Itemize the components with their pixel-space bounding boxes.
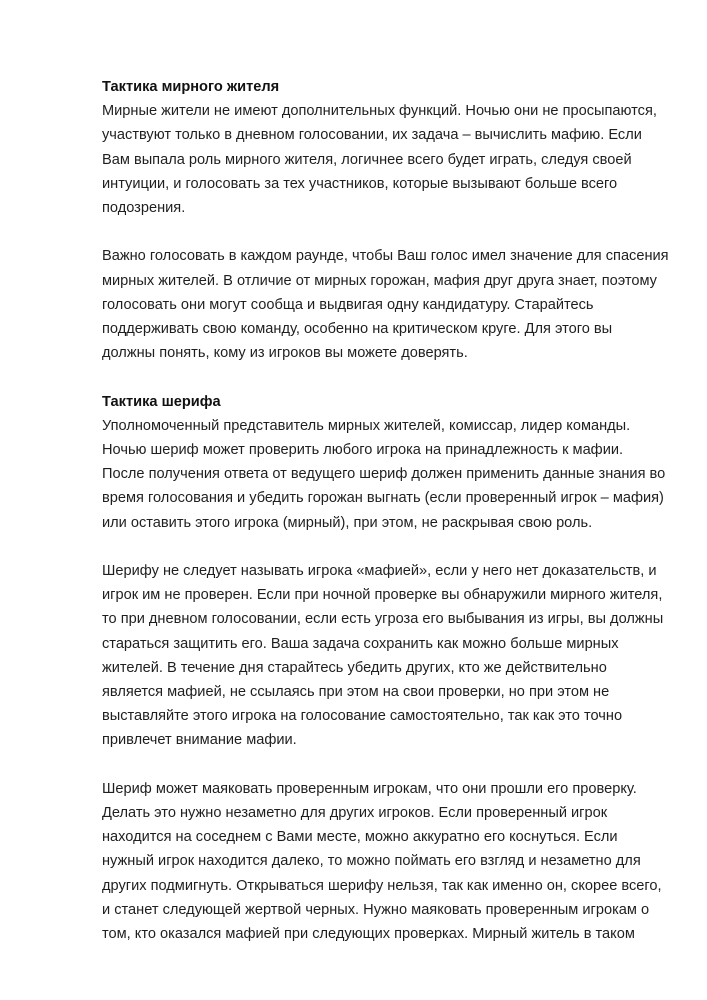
text-line: то при дневном голосовании, если есть угроза его выбывания из игры, вы должны	[102, 611, 664, 628]
section-gap	[102, 365, 682, 389]
paragraph	[102, 777, 682, 946]
text-line: должны понять, кому из игроков вы можете доверять.	[102, 345, 468, 362]
section-heading: Тактика шерифа	[102, 393, 221, 410]
section-sheriff-tactics	[102, 390, 682, 947]
text-line: жителей. В течение дня старайтесь убедить других, кто же действительно	[102, 659, 607, 676]
text-line: участвуют только в дневном голосовании, их задача – вычислить мафию. Если	[102, 127, 642, 144]
section-civilian-tactics	[102, 75, 682, 365]
text-line: стараться защитить его. Ваша задача сохранить как можно больше мирных	[102, 635, 619, 652]
text-line: находится на соседнем с Вами месте, можно аккуратно его коснуться. Если	[102, 829, 618, 846]
text-line: и станет следующей жертвой черных. Нужно маяковать проверенным игрокам о	[102, 901, 650, 918]
text-line: Делать это нужно незаметно для других игроков. Если проверенный игрок	[102, 805, 608, 822]
paragraph-gap	[102, 535, 682, 559]
text-line: Шериф может маяковать проверенным игрокам, что они прошли его проверку.	[102, 780, 637, 797]
text-line: или оставить этого игрока (мирный), при этом, не раскрывая свою роль.	[102, 514, 593, 531]
text-line: голосовать они могут сообща и выдвигая одну кандидатуру. Старайтесь	[102, 296, 594, 313]
text-line: том, кто оказался мафией при следующих проверках. Мирный житель в таком	[102, 926, 635, 943]
text-line: мирных жителей. В отличие от мирных горожан, мафия друг друга знает, поэтому	[102, 272, 657, 289]
text-line: Шерифу не следует называть игрока «мафией», если у него нет доказательств, и	[102, 563, 657, 580]
text-line: нужный игрок находится далеко, то можно поймать его взгляд и незаметно для	[102, 853, 641, 870]
paragraph	[102, 414, 682, 535]
text-line: время голосования и убедить горожан выгнать (если проверенный игрок – мафия)	[102, 490, 664, 507]
paragraph	[102, 99, 682, 220]
document-page	[102, 75, 682, 946]
section-heading: Тактика мирного жителя	[102, 79, 280, 95]
text-line: является мафией, не ссылаясь при этом на свои проверки, но при этом не	[102, 684, 610, 701]
text-line: подозрения.	[102, 200, 186, 217]
paragraph-gap	[102, 220, 682, 244]
text-line: других подмигнуть. Открываться шерифу нельзя, так как именно он, скорее всего,	[102, 877, 662, 894]
text-line: выставляйте этого игрока на голосование самостоятельно, так как это точно	[102, 708, 623, 725]
text-line: После получения ответа от ведущего шериф должен применить данные знания во	[102, 466, 666, 483]
text-line: Уполномоченный представитель мирных жителей, комиссар, лидер команды.	[102, 417, 631, 434]
text-line: поддерживать свою команду, особенно на критическом круге. Для этого вы	[102, 321, 613, 338]
text-line: Важно голосовать в каждом раунде, чтобы Ваш голос имел значение для спасения	[102, 248, 669, 265]
text-line: Мирные жители не имеют дополнительных функций. Ночью они не просыпаются,	[102, 103, 657, 120]
text-line: привлечет внимание мафии.	[102, 732, 297, 749]
text-line: игрок им не проверен. Если при ночной проверке вы обнаружили мирного жителя,	[102, 587, 663, 604]
text-line: Ночью шериф может проверить любого игрока на принадлежность к мафии.	[102, 442, 624, 459]
text-line: интуиции, и голосовать за тех участников, которые вызывают больше всего	[102, 175, 618, 192]
paragraph	[102, 244, 682, 365]
paragraph-gap	[102, 753, 682, 777]
paragraph	[102, 559, 682, 753]
text-line: Вам выпала роль мирного жителя, логичнее всего будет играть, следуя своей	[102, 151, 632, 168]
